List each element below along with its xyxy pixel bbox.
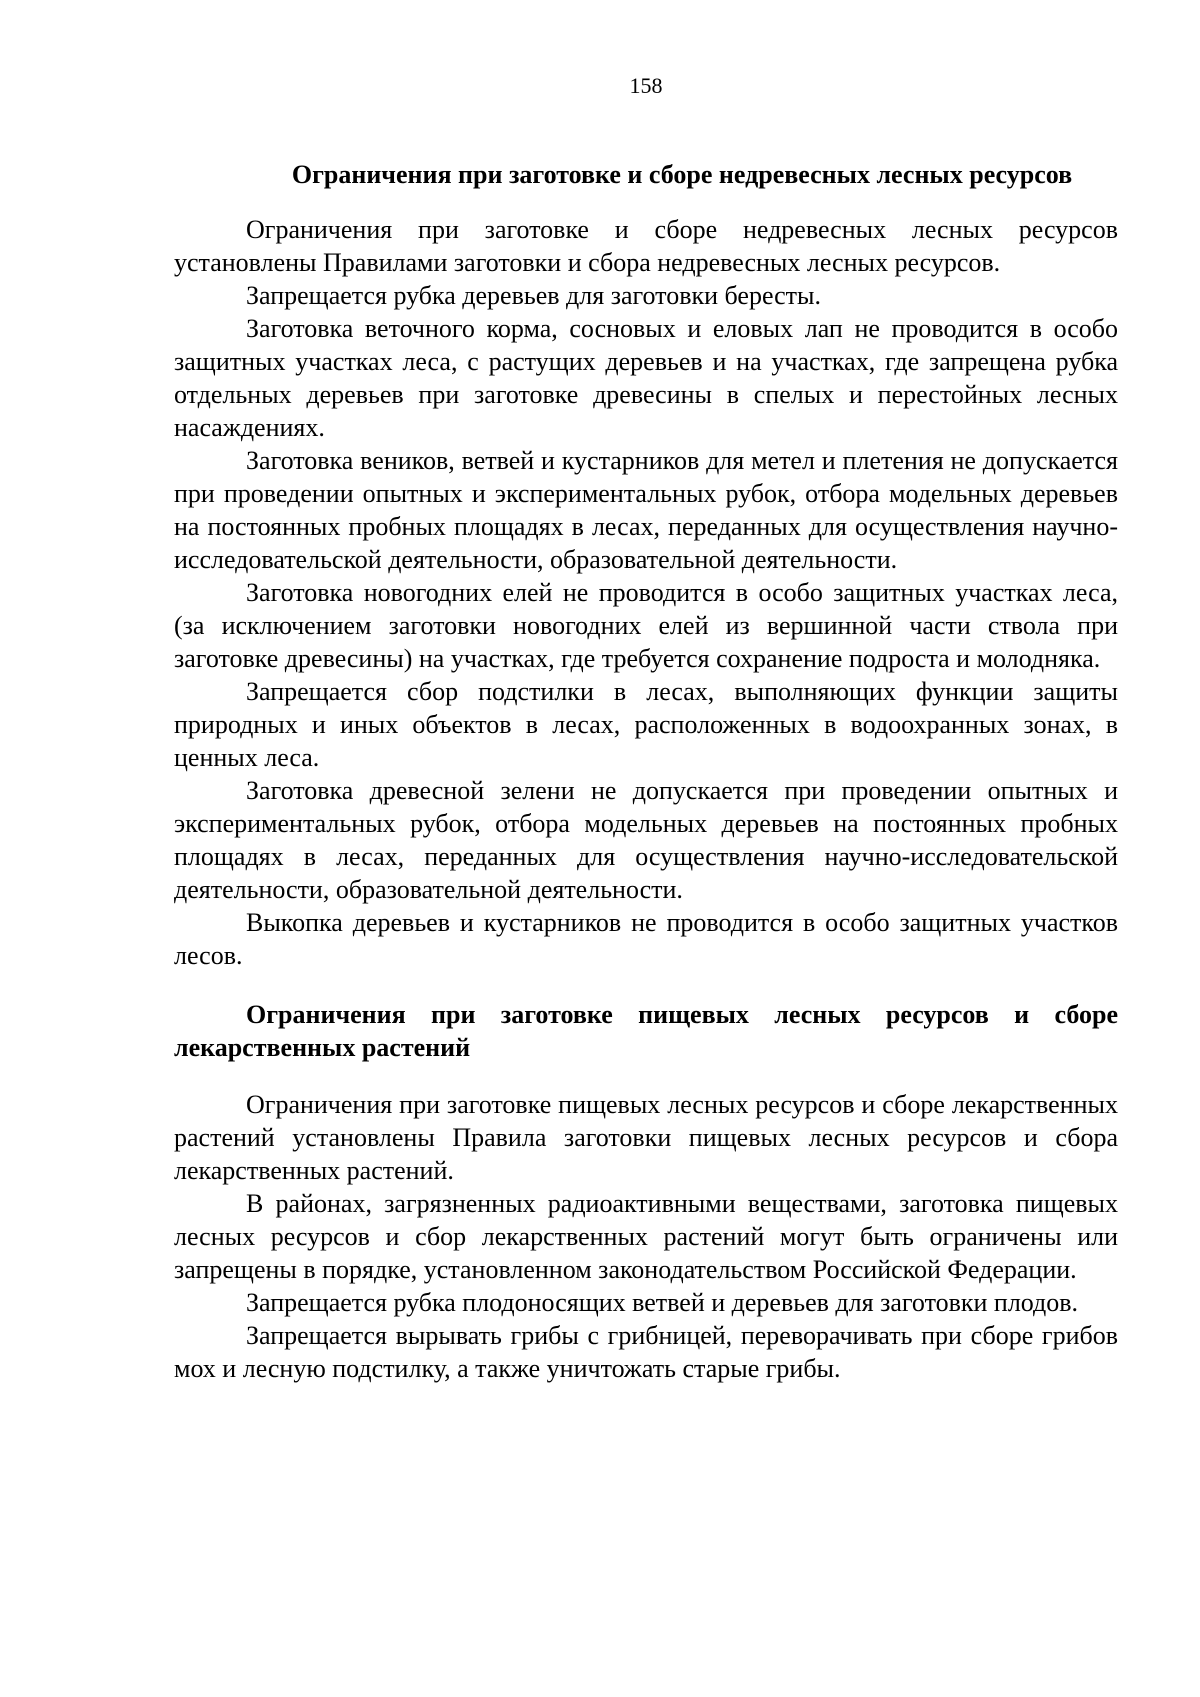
paragraph: Заготовка веточного корма, сосновых и еловых лап не проводится в особо защитных участках леса, с растущих деревьев и на участках, где запрещена рубка отдельных деревьев при заготовке древесины в спелых и перестойных лесных насаждениях.: [174, 314, 1118, 442]
paragraph: Заготовка новогодних елей не проводится в особо защитных участках леса, (за исключением заготовки новогодних елей из вершинной части ствола при заготовке древесины) на участках, где требуется сохранение подроста и молодняка.: [174, 578, 1118, 673]
section-body-non-timber: [174, 213, 1118, 972]
paragraph: Ограничения при заготовке пищевых лесных ресурсов и сборе лекарственных растений установлены Правила заготовки пищевых лесных ресурсов и сбора лекарственных растений.: [174, 1090, 1118, 1185]
paragraph: Выкопка деревьев и кустарников не проводится в особо защитных участков лесов.: [174, 908, 1118, 970]
page-content: [174, 158, 1118, 1385]
paragraph: Ограничения при заготовке и сборе недревесных лесных ресурсов установлены Правилами заготовки и сбора недревесных лесных ресурсов.: [174, 215, 1118, 277]
page-number: 158: [629, 73, 663, 98]
section-title-food-resources: Ограничения при заготовке пищевых лесных ресурсов и сборе лекарственных растений: [174, 1000, 1118, 1062]
paragraph: Заготовка веников, ветвей и кустарников для метел и плетения не допускается при проведении опытных и экспериментальных рубок, отбора модельных деревьев на постоянных пробных площадях в лесах, переданных для осуществления научно-исследовательской деятельности, образовательной деятельности.: [174, 446, 1118, 574]
section-title-non-timber: Ограничения при заготовке и сборе недревесных лесных ресурсов: [291, 160, 1073, 189]
paragraph: Запрещается вырывать грибы с грибницей, переворачивать при сборе грибов мох и лесную подстилку, а также уничтожать старые грибы.: [174, 1321, 1118, 1383]
paragraph: Запрещается рубка плодоносящих ветвей и деревьев для заготовки плодов.: [246, 1288, 1079, 1317]
paragraph: Запрещается сбор подстилки в лесах, выполняющих функции защиты природных и иных объектов в лесах, расположенных в водоохранных зонах, в ценных леса.: [174, 677, 1118, 772]
paragraph: Запрещается рубка деревьев для заготовки бересты.: [246, 281, 822, 310]
paragraph: Заготовка древесной зелени не допускается при проведении опытных и экспериментальных рубок, отбора модельных деревьев на постоянных пробных площадях в лесах, переданных для осуществления научно-исследовательской деятельности, образовательной деятельности.: [174, 776, 1118, 904]
paragraph: В районах, загрязненных радиоактивными веществами, заготовка пищевых лесных ресурсов и сбор лекарственных растений могут быть ограничены или запрещены в порядке, установленном законодательством Российской Федерации.: [174, 1189, 1118, 1284]
section-body-food-resources: [174, 1088, 1118, 1385]
